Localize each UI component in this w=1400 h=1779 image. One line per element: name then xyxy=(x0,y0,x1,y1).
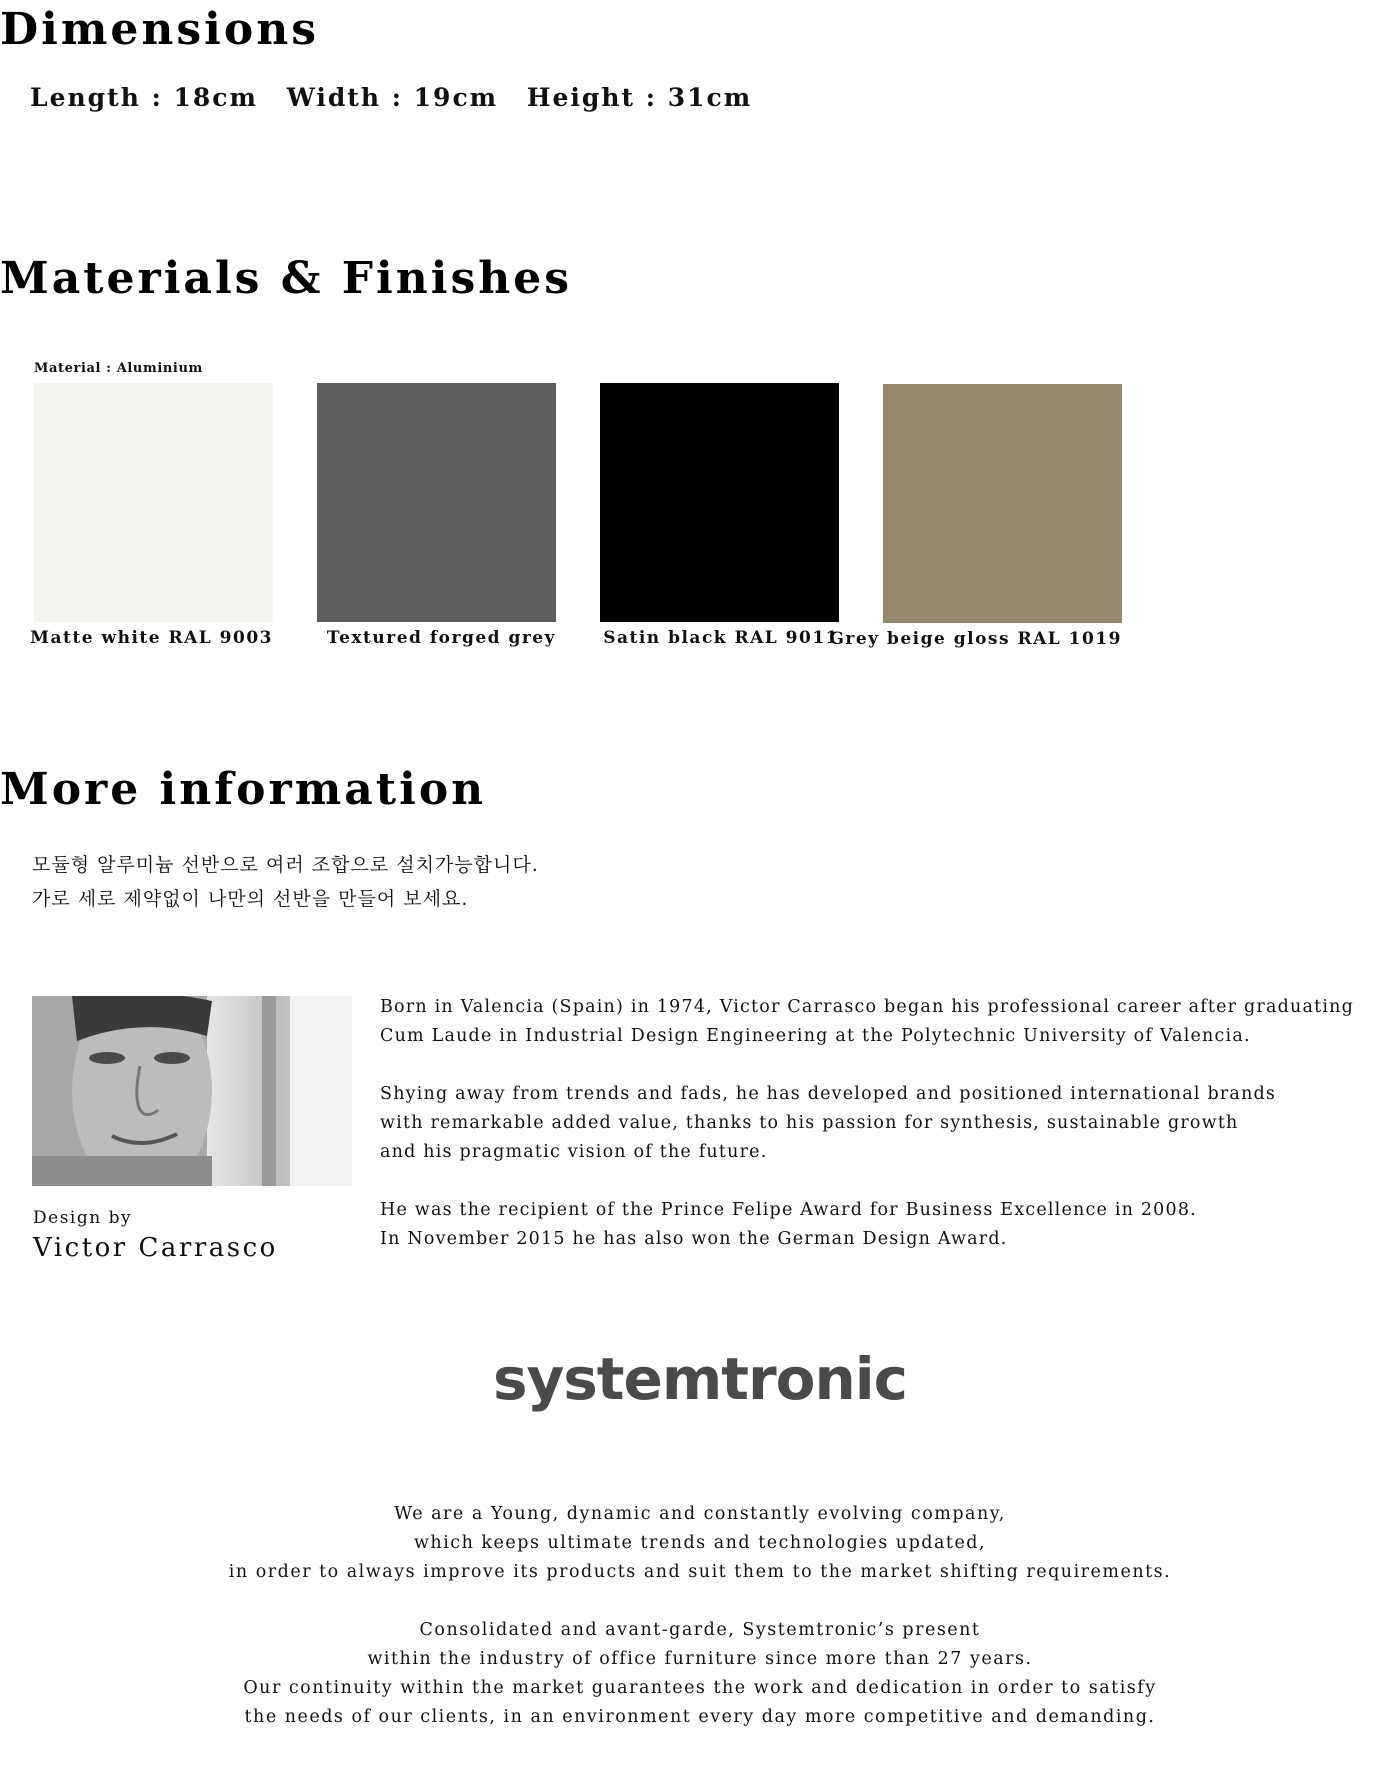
company-line-3: in order to always improve its products and suit them to the market shifting requirements. xyxy=(228,1562,1172,1582)
dimension-length: Length : 18cm xyxy=(30,83,258,112)
swatch-satin-black[interactable] xyxy=(600,383,839,622)
dimension-height: Height : 31cm xyxy=(526,83,753,112)
dimension-width: Width : 19cm xyxy=(286,83,499,112)
material-label: Material : Aluminium xyxy=(34,361,203,376)
more-info-line-2: 가로 세로 제약없이 나만의 선반을 만들어 보세요. xyxy=(32,888,469,910)
swatch-name-matte-white: Matte white RAL 9003 xyxy=(30,628,273,648)
swatch-name-grey-beige: Grey beige gloss RAL 1019 xyxy=(829,629,1122,649)
bio-line-7: In November 2015 he has also won the German Design Award. xyxy=(380,1229,1008,1249)
company-line-5: within the industry of office furniture since more than 27 years. xyxy=(367,1649,1033,1669)
swatch-grey-beige[interactable] xyxy=(883,384,1122,623)
bio-line-1: Born in Valencia (Spain) in 1974, Victor Carrasco began his professional career after graduating xyxy=(380,997,1355,1017)
swatch-name-satin-black: Satin black RAL 9011 xyxy=(603,628,839,648)
swatch-matte-white[interactable] xyxy=(34,383,273,622)
company-line-7: the needs of our clients, in an environment every day more competitive and demanding. xyxy=(244,1707,1156,1727)
design-by-label: Design by xyxy=(33,1208,133,1228)
bio-line-3: Shying away from trends and fads, he has developed and positioned international brands xyxy=(380,1084,1277,1104)
systemtronic-logo: systemtronic xyxy=(492,1345,908,1413)
swatch-name-textured-forged-grey: Textured forged grey xyxy=(326,628,556,648)
bio-line-6: He was the recipient of the Prince Felipe Award for Business Excellence in 2008. xyxy=(380,1200,1197,1220)
bio-line-4: with remarkable added value, thanks to his passion for synthesis, sustainable growth xyxy=(380,1113,1239,1133)
materials-heading: Materials & Finishes xyxy=(0,253,572,304)
designer-name: Victor Carrasco xyxy=(33,1233,278,1263)
bio-line-5: and his pragmatic vision of the future. xyxy=(380,1142,768,1162)
more-info-heading: More information xyxy=(0,764,487,815)
swatch-textured-forged-grey[interactable] xyxy=(317,383,556,622)
company-line-6: Our continuity within the market guarantees the work and dedication in order to satisfy xyxy=(243,1678,1157,1698)
company-line-4: Consolidated and avant-garde, Systemtronic’s present xyxy=(419,1620,981,1640)
dimensions-heading: Dimensions xyxy=(0,4,320,55)
dimensions-values xyxy=(30,83,770,112)
company-line-2: which keeps ultimate trends and technologies updated, xyxy=(413,1533,987,1553)
portrait-image xyxy=(32,996,352,1186)
more-info-line-1: 모듈형 알루미늄 선반으로 여러 조합으로 설치가능합니다. xyxy=(32,854,539,876)
bio-line-2: Cum Laude in Industrial Design Engineering at the Polytechnic University of Valencia. xyxy=(380,1026,1251,1046)
designer-photo xyxy=(32,996,352,1186)
company-line-1: We are a Young, dynamic and constantly evolving company, xyxy=(394,1504,1006,1524)
